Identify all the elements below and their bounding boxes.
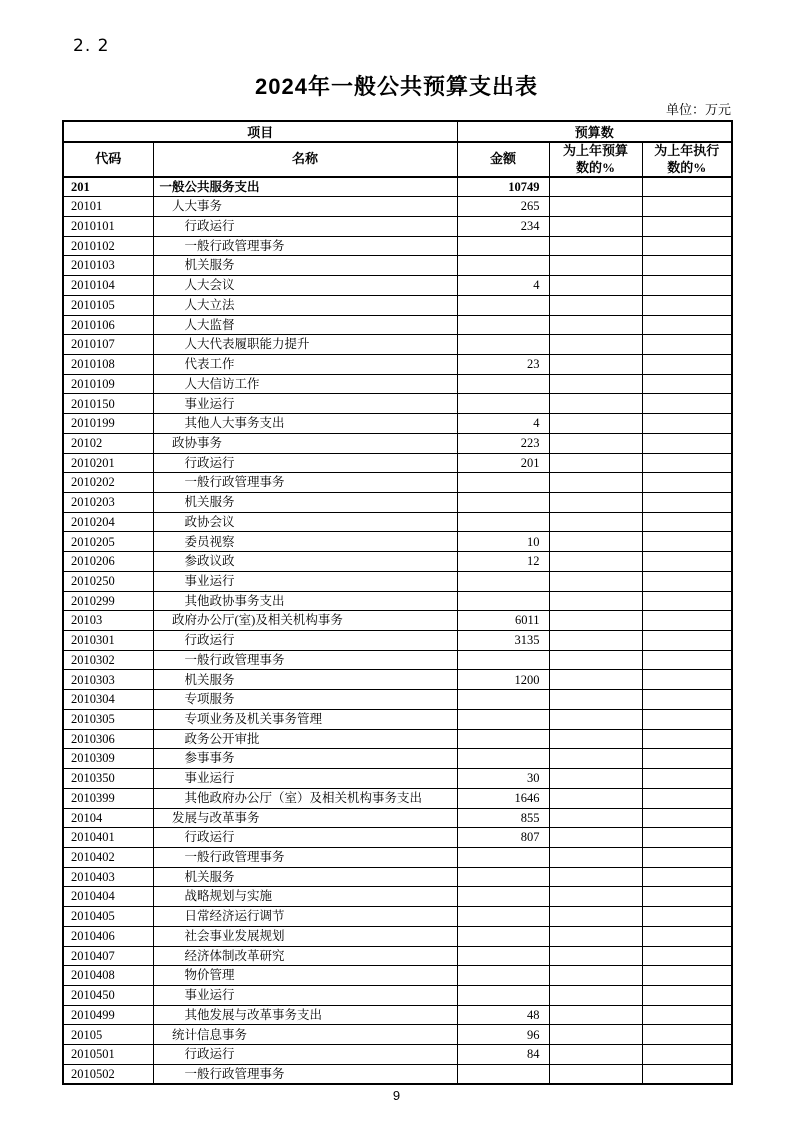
table-row — [63, 197, 732, 217]
cell-pct-prev-exec — [642, 453, 732, 473]
header-group-budget: 预算数 — [457, 121, 732, 142]
cell-pct-prev-exec — [642, 690, 732, 710]
cell-code: 20104 — [63, 808, 153, 828]
cell-pct-prev-budget — [549, 946, 642, 966]
cell-pct-prev-exec — [642, 966, 732, 986]
cell-pct-prev-exec — [642, 828, 732, 848]
cell-pct-prev-budget — [549, 887, 642, 907]
cell-pct-prev-budget — [549, 847, 642, 867]
table-row — [63, 433, 732, 453]
cell-amount: 30 — [457, 769, 549, 789]
cell-pct-prev-budget — [549, 473, 642, 493]
cell-pct-prev-exec — [642, 729, 732, 749]
cell-name: 政协事务 — [153, 433, 457, 453]
header-col-pct-prev-budget-line2: 数的% — [576, 159, 616, 175]
cell-code: 2010406 — [63, 926, 153, 946]
table-row — [63, 867, 732, 887]
table-row — [63, 769, 732, 789]
cell-name: 事业运行 — [153, 985, 457, 1005]
cell-name: 其他发展与改革事务支出 — [153, 1005, 457, 1025]
cell-pct-prev-budget — [549, 571, 642, 591]
cell-pct-prev-budget — [549, 926, 642, 946]
cell-pct-prev-exec — [642, 473, 732, 493]
cell-pct-prev-exec — [642, 433, 732, 453]
cell-amount: 96 — [457, 1025, 549, 1045]
cell-pct-prev-budget — [549, 828, 642, 848]
cell-name: 一般行政管理事务 — [153, 650, 457, 670]
table-row — [63, 394, 732, 414]
cell-pct-prev-exec — [642, 571, 732, 591]
cell-amount — [457, 473, 549, 493]
cell-name: 专项服务 — [153, 690, 457, 710]
cell-name: 机关服务 — [153, 256, 457, 276]
table-row — [63, 354, 732, 374]
cell-pct-prev-budget — [549, 256, 642, 276]
cell-amount: 234 — [457, 216, 549, 236]
table-row — [63, 177, 732, 197]
cell-code: 2010150 — [63, 394, 153, 414]
cell-amount — [457, 690, 549, 710]
cell-code: 2010109 — [63, 374, 153, 394]
cell-pct-prev-budget — [549, 552, 642, 572]
cell-pct-prev-exec — [642, 926, 732, 946]
table-row — [63, 295, 732, 315]
cell-amount: 12 — [457, 552, 549, 572]
cell-amount — [457, 1064, 549, 1084]
cell-pct-prev-exec — [642, 887, 732, 907]
cell-pct-prev-budget — [549, 1005, 642, 1025]
cell-code: 2010250 — [63, 571, 153, 591]
cell-amount — [457, 512, 549, 532]
cell-code: 20101 — [63, 197, 153, 217]
cell-name: 行政运行 — [153, 453, 457, 473]
cell-pct-prev-budget — [549, 729, 642, 749]
cell-code: 20105 — [63, 1025, 153, 1045]
cell-pct-prev-exec — [642, 374, 732, 394]
cell-pct-prev-exec — [642, 276, 732, 296]
cell-pct-prev-exec — [642, 552, 732, 572]
table-row — [63, 335, 732, 355]
cell-amount — [457, 907, 549, 927]
table-row — [63, 236, 732, 256]
cell-pct-prev-exec — [642, 394, 732, 414]
cell-code: 2010309 — [63, 749, 153, 769]
cell-name: 政协会议 — [153, 512, 457, 532]
cell-name: 一般行政管理事务 — [153, 473, 457, 493]
cell-amount — [457, 729, 549, 749]
cell-amount — [457, 493, 549, 513]
cell-amount: 23 — [457, 354, 549, 374]
header-col-name: 名称 — [153, 142, 457, 177]
cell-code: 20103 — [63, 611, 153, 631]
cell-pct-prev-exec — [642, 1025, 732, 1045]
cell-code: 2010102 — [63, 236, 153, 256]
table-row — [63, 690, 732, 710]
table-row — [63, 907, 732, 927]
table-row — [63, 453, 732, 473]
table-row — [63, 512, 732, 532]
table-row — [63, 571, 732, 591]
cell-amount — [457, 256, 549, 276]
cell-pct-prev-exec — [642, 335, 732, 355]
table-header — [63, 121, 732, 177]
cell-pct-prev-exec — [642, 670, 732, 690]
cell-name: 日常经济运行调节 — [153, 907, 457, 927]
cell-amount — [457, 315, 549, 335]
cell-name: 行政运行 — [153, 216, 457, 236]
cell-amount: 1200 — [457, 670, 549, 690]
cell-amount: 10749 — [457, 177, 549, 197]
cell-code: 2010305 — [63, 709, 153, 729]
table-row — [63, 256, 732, 276]
cell-amount: 84 — [457, 1045, 549, 1065]
header-cols-row — [63, 142, 732, 177]
table-row — [63, 650, 732, 670]
cell-code: 201 — [63, 177, 153, 197]
cell-amount — [457, 394, 549, 414]
cell-name: 事业运行 — [153, 769, 457, 789]
cell-pct-prev-budget — [549, 394, 642, 414]
table-row — [63, 729, 732, 749]
cell-name: 行政运行 — [153, 631, 457, 651]
cell-pct-prev-budget — [549, 769, 642, 789]
cell-name: 一般行政管理事务 — [153, 236, 457, 256]
header-col-pct-prev-exec — [642, 142, 732, 177]
cell-amount — [457, 571, 549, 591]
cell-pct-prev-budget — [549, 907, 642, 927]
cell-name: 一般行政管理事务 — [153, 847, 457, 867]
cell-amount: 855 — [457, 808, 549, 828]
cell-code: 2010499 — [63, 1005, 153, 1025]
cell-code: 2010204 — [63, 512, 153, 532]
cell-code: 2010199 — [63, 414, 153, 434]
cell-amount: 3135 — [457, 631, 549, 651]
cell-code: 2010206 — [63, 552, 153, 572]
cell-name: 参政议政 — [153, 552, 457, 572]
cell-pct-prev-exec — [642, 769, 732, 789]
cell-amount — [457, 749, 549, 769]
table-row — [63, 926, 732, 946]
cell-name: 一般行政管理事务 — [153, 1064, 457, 1084]
cell-name: 人大代表履职能力提升 — [153, 335, 457, 355]
cell-name: 经济体制改革研究 — [153, 946, 457, 966]
cell-amount — [457, 650, 549, 670]
cell-code: 2010407 — [63, 946, 153, 966]
cell-name: 行政运行 — [153, 828, 457, 848]
cell-code: 20102 — [63, 433, 153, 453]
cell-pct-prev-exec — [642, 985, 732, 1005]
cell-pct-prev-budget — [549, 493, 642, 513]
cell-pct-prev-budget — [549, 985, 642, 1005]
cell-amount: 6011 — [457, 611, 549, 631]
cell-pct-prev-budget — [549, 236, 642, 256]
header-col-code: 代码 — [63, 142, 153, 177]
cell-name: 人大事务 — [153, 197, 457, 217]
cell-pct-prev-budget — [549, 1025, 642, 1045]
cell-code: 2010304 — [63, 690, 153, 710]
table-row — [63, 808, 732, 828]
page-number: 9 — [392, 1088, 401, 1103]
cell-pct-prev-budget — [549, 1045, 642, 1065]
header-group-row — [63, 121, 732, 142]
cell-pct-prev-budget — [549, 177, 642, 197]
cell-pct-prev-exec — [642, 591, 732, 611]
cell-amount — [457, 966, 549, 986]
cell-name: 政府办公厅(室)及相关机构事务 — [153, 611, 457, 631]
cell-amount — [457, 709, 549, 729]
cell-amount — [457, 867, 549, 887]
cell-name: 一般公共服务支出 — [153, 177, 457, 197]
cell-pct-prev-exec — [642, 236, 732, 256]
cell-pct-prev-budget — [549, 591, 642, 611]
cell-code: 2010106 — [63, 315, 153, 335]
cell-name: 人大监督 — [153, 315, 457, 335]
cell-amount — [457, 946, 549, 966]
budget-table-body — [63, 177, 732, 1084]
cell-name: 发展与改革事务 — [153, 808, 457, 828]
cell-name: 政务公开审批 — [153, 729, 457, 749]
cell-pct-prev-exec — [642, 216, 732, 236]
cell-pct-prev-exec — [642, 532, 732, 552]
cell-pct-prev-exec — [642, 1064, 732, 1084]
table-row — [63, 828, 732, 848]
cell-pct-prev-budget — [549, 335, 642, 355]
cell-pct-prev-budget — [549, 315, 642, 335]
cell-name: 机关服务 — [153, 867, 457, 887]
cell-code: 2010105 — [63, 295, 153, 315]
cell-name: 其他政协事务支出 — [153, 591, 457, 611]
page-title: 2024年一般公共预算支出表 — [255, 74, 538, 99]
cell-pct-prev-exec — [642, 650, 732, 670]
table-row — [63, 1045, 732, 1065]
cell-amount: 265 — [457, 197, 549, 217]
cell-pct-prev-exec — [642, 611, 732, 631]
cell-pct-prev-budget — [549, 354, 642, 374]
budget-expenditure-table — [62, 120, 733, 1085]
table-row — [63, 966, 732, 986]
cell-pct-prev-exec — [642, 512, 732, 532]
cell-code: 2010403 — [63, 867, 153, 887]
header-col-amount: 金额 — [457, 142, 549, 177]
cell-pct-prev-exec — [642, 295, 732, 315]
cell-code: 2010101 — [63, 216, 153, 236]
cell-name: 人大立法 — [153, 295, 457, 315]
cell-name: 物价管理 — [153, 966, 457, 986]
table-row — [63, 216, 732, 236]
cell-code: 2010401 — [63, 828, 153, 848]
cell-code: 2010501 — [63, 1045, 153, 1065]
cell-code: 2010306 — [63, 729, 153, 749]
cell-pct-prev-exec — [642, 867, 732, 887]
cell-code: 2010408 — [63, 966, 153, 986]
cell-amount: 10 — [457, 532, 549, 552]
cell-amount — [457, 374, 549, 394]
cell-name: 社会事业发展规划 — [153, 926, 457, 946]
unit-label: 单位：万元 — [665, 102, 731, 117]
cell-amount: 201 — [457, 453, 549, 473]
cell-code: 2010399 — [63, 788, 153, 808]
cell-name: 人大信访工作 — [153, 374, 457, 394]
cell-name: 统计信息事务 — [153, 1025, 457, 1045]
header-col-pct-prev-exec-line1: 为上年执行 — [654, 143, 720, 159]
cell-name: 事业运行 — [153, 571, 457, 591]
table-row — [63, 414, 732, 434]
cell-pct-prev-exec — [642, 354, 732, 374]
cell-name: 战略规划与实施 — [153, 887, 457, 907]
cell-pct-prev-budget — [549, 532, 642, 552]
cell-pct-prev-exec — [642, 808, 732, 828]
cell-code: 2010302 — [63, 650, 153, 670]
table-row — [63, 591, 732, 611]
cell-name: 其他政府办公厅（室）及相关机构事务支出 — [153, 788, 457, 808]
table-row — [63, 1025, 732, 1045]
cell-code: 2010108 — [63, 354, 153, 374]
cell-amount — [457, 236, 549, 256]
section-number: 2. 2 — [73, 36, 110, 56]
cell-pct-prev-budget — [549, 374, 642, 394]
cell-pct-prev-exec — [642, 907, 732, 927]
cell-pct-prev-exec — [642, 946, 732, 966]
cell-amount: 1646 — [457, 788, 549, 808]
cell-name: 事业运行 — [153, 394, 457, 414]
cell-pct-prev-exec — [642, 177, 732, 197]
table-row — [63, 946, 732, 966]
cell-code: 2010203 — [63, 493, 153, 513]
cell-name: 机关服务 — [153, 670, 457, 690]
header-col-pct-prev-budget — [549, 142, 642, 177]
table-row — [63, 552, 732, 572]
table-row — [63, 1005, 732, 1025]
cell-code: 2010303 — [63, 670, 153, 690]
table-row — [63, 788, 732, 808]
cell-pct-prev-budget — [549, 1064, 642, 1084]
cell-name: 参事事务 — [153, 749, 457, 769]
table-row — [63, 670, 732, 690]
cell-code: 2010202 — [63, 473, 153, 493]
cell-amount — [457, 847, 549, 867]
table-row — [63, 985, 732, 1005]
cell-code: 2010205 — [63, 532, 153, 552]
cell-code: 2010404 — [63, 887, 153, 907]
cell-amount — [457, 887, 549, 907]
cell-amount: 4 — [457, 276, 549, 296]
cell-name: 专项业务及机关事务管理 — [153, 709, 457, 729]
cell-amount: 4 — [457, 414, 549, 434]
cell-amount: 48 — [457, 1005, 549, 1025]
cell-name: 人大会议 — [153, 276, 457, 296]
cell-pct-prev-budget — [549, 295, 642, 315]
cell-pct-prev-exec — [642, 1005, 732, 1025]
cell-code: 2010502 — [63, 1064, 153, 1084]
cell-pct-prev-budget — [549, 808, 642, 828]
cell-amount: 223 — [457, 433, 549, 453]
table-row — [63, 315, 732, 335]
cell-amount — [457, 591, 549, 611]
cell-pct-prev-exec — [642, 709, 732, 729]
table-row — [63, 631, 732, 651]
table-row — [63, 749, 732, 769]
cell-pct-prev-budget — [549, 512, 642, 532]
cell-amount — [457, 335, 549, 355]
table-row — [63, 847, 732, 867]
cell-pct-prev-exec — [642, 256, 732, 276]
header-group-item: 项目 — [63, 121, 457, 142]
cell-pct-prev-budget — [549, 611, 642, 631]
table-row — [63, 276, 732, 296]
cell-code: 2010402 — [63, 847, 153, 867]
cell-pct-prev-exec — [642, 197, 732, 217]
cell-pct-prev-budget — [549, 966, 642, 986]
cell-pct-prev-exec — [642, 1045, 732, 1065]
cell-pct-prev-budget — [549, 670, 642, 690]
cell-name: 行政运行 — [153, 1045, 457, 1065]
cell-pct-prev-budget — [549, 631, 642, 651]
cell-name: 机关服务 — [153, 493, 457, 513]
cell-pct-prev-budget — [549, 788, 642, 808]
cell-code: 2010299 — [63, 591, 153, 611]
table-row — [63, 493, 732, 513]
cell-code: 2010104 — [63, 276, 153, 296]
header-col-pct-prev-exec-line2: 数的% — [667, 159, 707, 175]
table-row — [63, 1064, 732, 1084]
table-row — [63, 611, 732, 631]
table-row — [63, 709, 732, 729]
cell-code: 2010107 — [63, 335, 153, 355]
cell-amount — [457, 295, 549, 315]
cell-pct-prev-exec — [642, 631, 732, 651]
table-row — [63, 473, 732, 493]
cell-name: 代表工作 — [153, 354, 457, 374]
table-row — [63, 532, 732, 552]
cell-code: 2010350 — [63, 769, 153, 789]
cell-code: 2010103 — [63, 256, 153, 276]
cell-pct-prev-exec — [642, 788, 732, 808]
cell-pct-prev-budget — [549, 690, 642, 710]
cell-pct-prev-budget — [549, 709, 642, 729]
cell-pct-prev-budget — [549, 433, 642, 453]
header-col-pct-prev-budget-line1: 为上年预算 — [563, 143, 629, 159]
cell-name: 委员视察 — [153, 532, 457, 552]
table-row — [63, 887, 732, 907]
cell-pct-prev-budget — [549, 453, 642, 473]
cell-pct-prev-budget — [549, 414, 642, 434]
cell-code: 2010450 — [63, 985, 153, 1005]
cell-pct-prev-exec — [642, 847, 732, 867]
cell-amount: 807 — [457, 828, 549, 848]
cell-amount — [457, 985, 549, 1005]
cell-pct-prev-budget — [549, 216, 642, 236]
cell-name: 其他人大事务支出 — [153, 414, 457, 434]
cell-pct-prev-budget — [549, 650, 642, 670]
cell-code: 2010405 — [63, 907, 153, 927]
cell-pct-prev-exec — [642, 315, 732, 335]
table-row — [63, 374, 732, 394]
cell-pct-prev-budget — [549, 749, 642, 769]
cell-pct-prev-exec — [642, 414, 732, 434]
cell-pct-prev-budget — [549, 867, 642, 887]
cell-pct-prev-exec — [642, 749, 732, 769]
cell-amount — [457, 926, 549, 946]
cell-pct-prev-exec — [642, 493, 732, 513]
cell-code: 2010301 — [63, 631, 153, 651]
cell-pct-prev-budget — [549, 197, 642, 217]
cell-pct-prev-budget — [549, 276, 642, 296]
cell-code: 2010201 — [63, 453, 153, 473]
